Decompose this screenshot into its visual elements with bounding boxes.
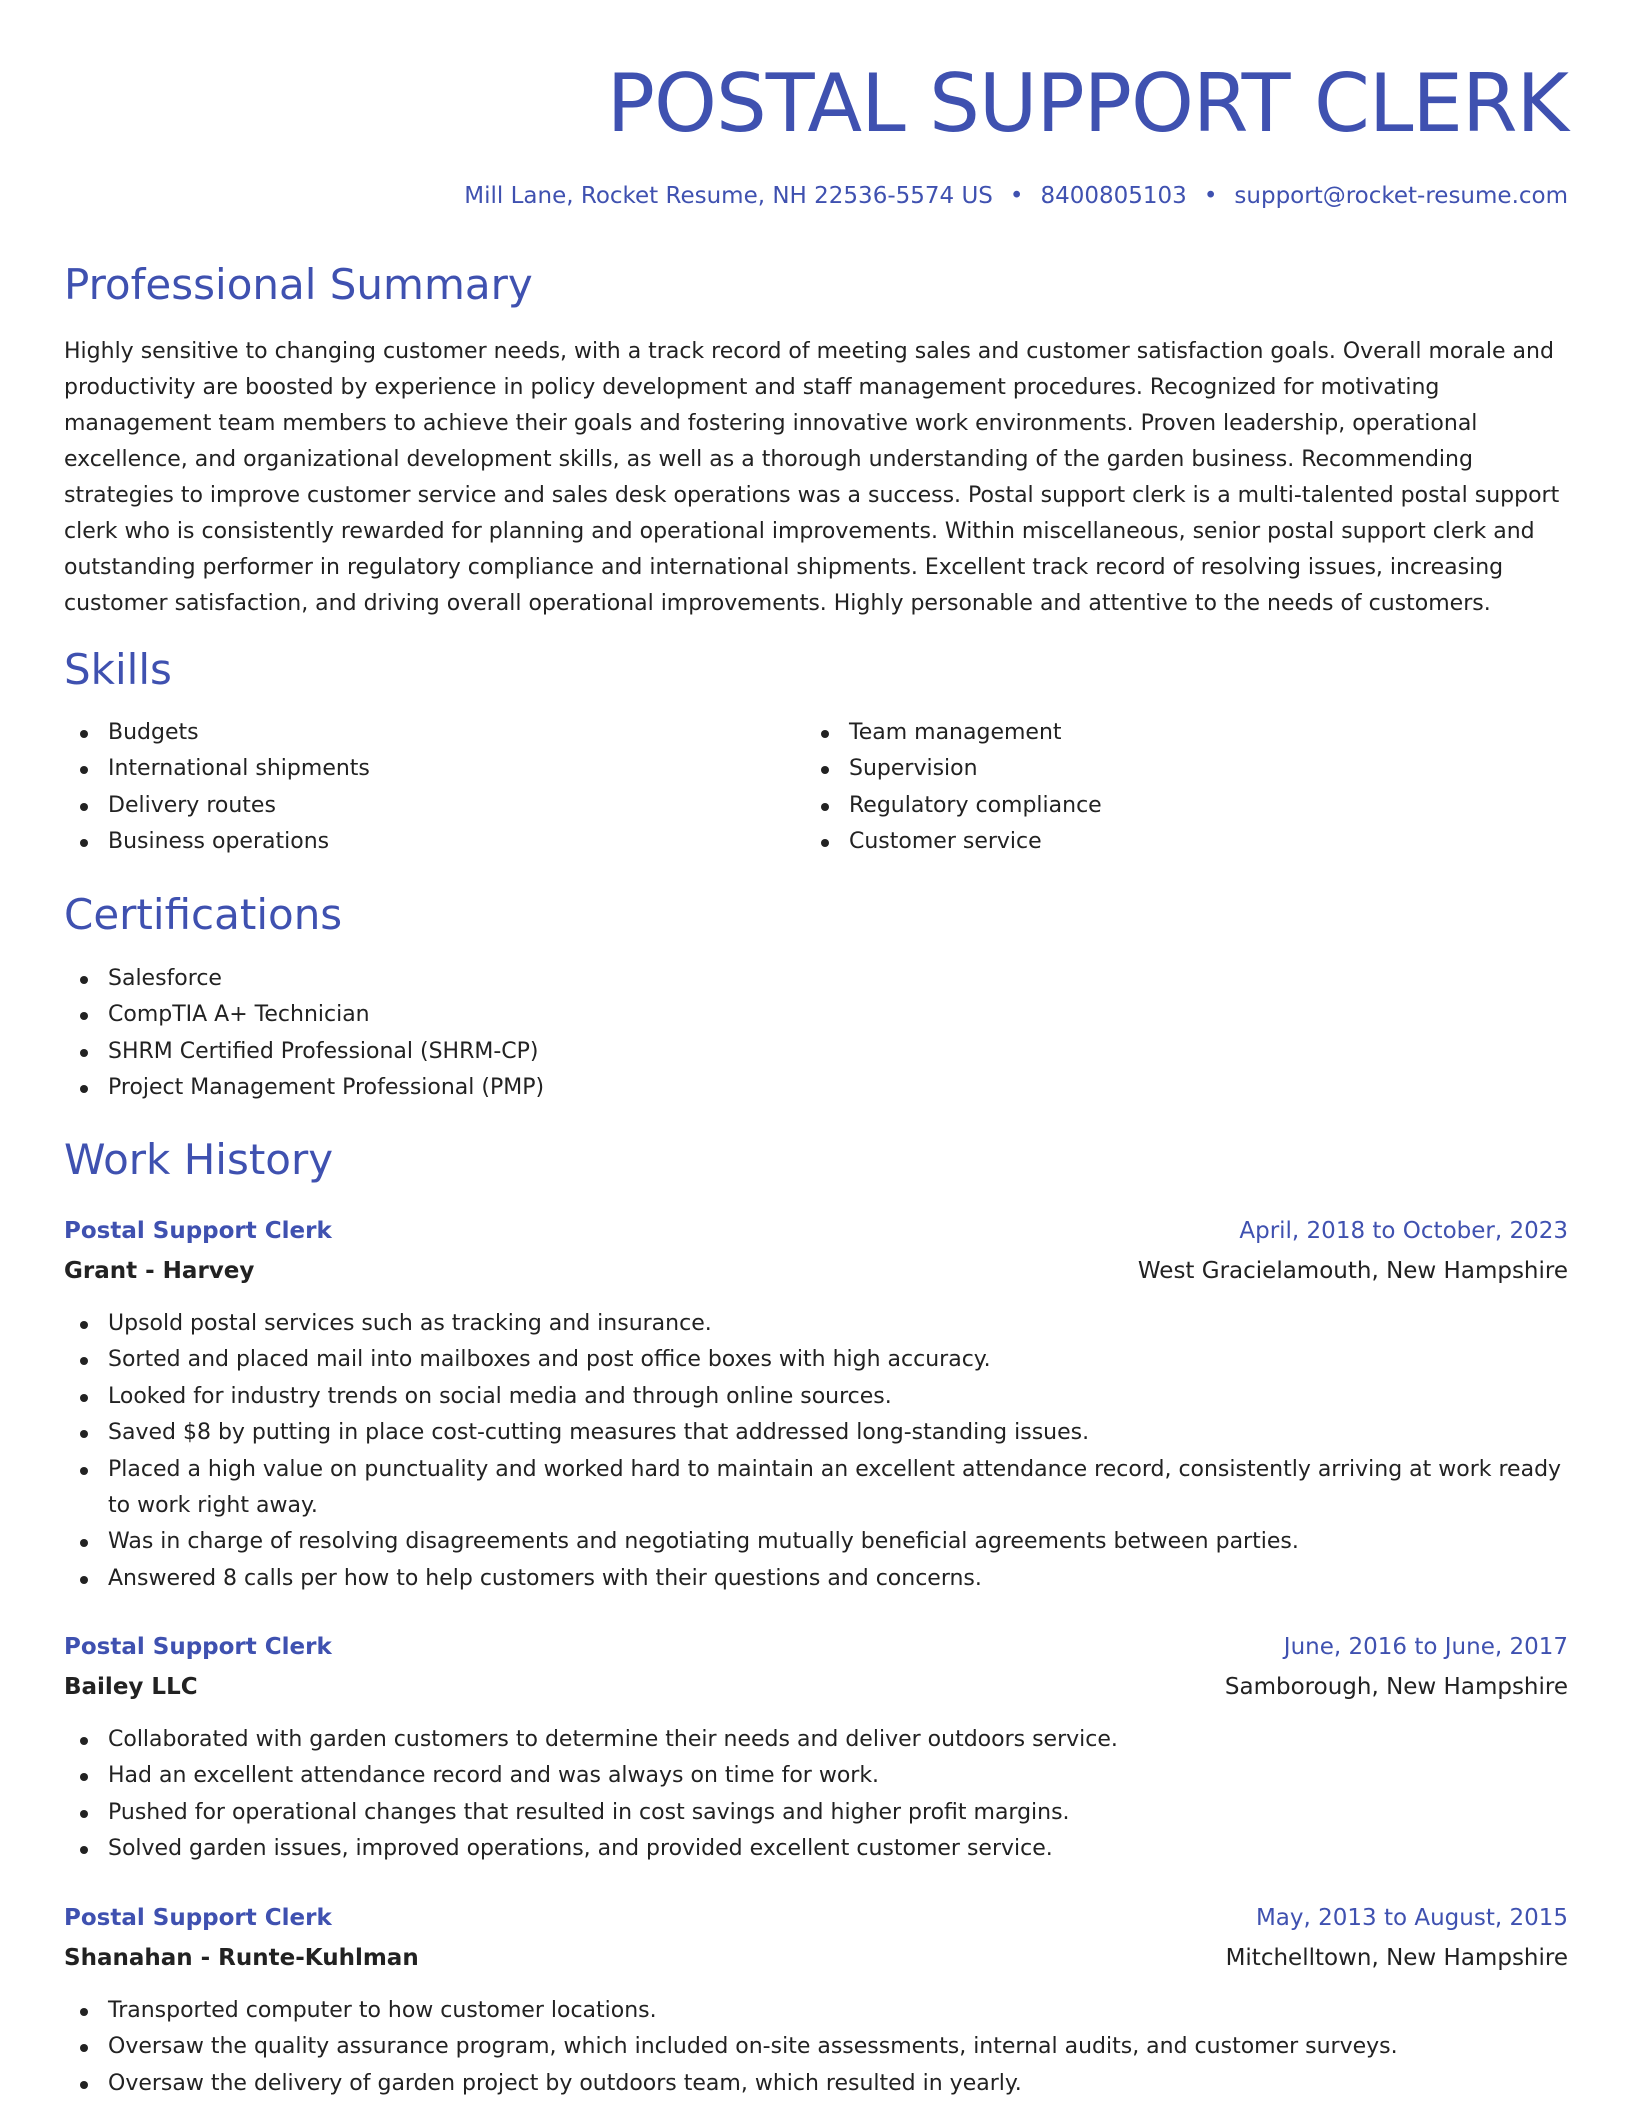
job-title: Postal Support Clerk <box>64 1218 332 1244</box>
job-title: Postal Support Clerk <box>64 1634 332 1660</box>
job-company-row <box>64 1251 1568 1291</box>
job-bullet: Transported computer to how customer locations. <box>64 1993 1568 2029</box>
job-title: Postal Support Clerk <box>64 1905 332 1931</box>
job-bullet: Upsold postal services such as tracking and insurance. <box>64 1306 1568 1342</box>
contact-separator: • <box>1203 183 1218 209</box>
skill-item: Customer service <box>805 824 1102 860</box>
job-bullet: Saved $8 by putting in place cost-cutting measures that addressed long-standing issues. <box>64 1415 1568 1451</box>
contact-email: support@rocket-resume.com <box>1234 183 1568 209</box>
skills-list-left <box>64 715 370 861</box>
job-company-row <box>64 1667 1568 1707</box>
job-company-row <box>64 1938 1568 1978</box>
job-bullet: Solved garden issues, improved operations, and provided excellent customer service. <box>64 1831 1568 1867</box>
job-location: West Gracielamouth, New Hampshire <box>1137 1258 1568 1284</box>
job-company: Bailey LLC <box>64 1674 198 1700</box>
job-dates: April, 2018 to October, 2023 <box>1239 1218 1568 1244</box>
skill-item: Regulatory compliance <box>805 788 1102 824</box>
job-bullet: Collaborated with garden customers to determine their needs and deliver outdoors service. <box>64 1722 1568 1758</box>
section-title-summary: Professional Summary <box>64 260 533 309</box>
skill-item: Team management <box>805 715 1102 751</box>
certification-item: SHRM Certified Professional (SHRM-CP) <box>64 1034 544 1070</box>
job-dates: May, 2013 to August, 2015 <box>1255 1905 1568 1931</box>
job-company: Grant - Harvey <box>64 1258 255 1284</box>
job-bullet: Had an excellent attendance record and was always on time for work. <box>64 1758 1568 1794</box>
skills-list-right <box>805 715 1102 861</box>
skill-item: International shipments <box>64 751 370 787</box>
contact-phone: 8400805103 <box>1040 183 1187 209</box>
job-bullets <box>64 1722 1568 1868</box>
job-bullet: Pushed for operational changes that resulted in cost savings and higher profit margins. <box>64 1795 1568 1831</box>
job-company: Shanahan - Runte-Kuhlman <box>64 1945 419 1971</box>
job-bullets <box>64 1993 1568 2102</box>
job-bullet: Oversaw the quality assurance program, which included on-site assessments, internal audits, and customer surveys. <box>64 2029 1568 2065</box>
job-header-row <box>64 1898 1568 1938</box>
section-title-certifications: Certifications <box>64 890 343 939</box>
contact-line <box>464 180 1568 212</box>
job-header-row <box>64 1211 1568 1251</box>
job-bullet: Was in charge of resolving disagreements and negotiating mutually beneficial agreements between parties. <box>64 1524 1568 1560</box>
skill-item: Budgets <box>64 715 370 751</box>
job-bullet: Placed a high value on punctuality and worked hard to maintain an excellent attendance record, consistently arriving at work ready to work right away. <box>64 1452 1568 1525</box>
certification-item: Salesforce <box>64 961 544 997</box>
certifications-list <box>64 961 544 1107</box>
section-title-work-history: Work History <box>64 1135 334 1184</box>
summary-paragraph: Highly sensitive to changing customer needs, with a track record of meeting sales and customer satisfaction goals. Overall morale and productivity are boosted by experience in policy development and staff management procedures. Recognized for motivating management team members to achieve their goals and fostering innovative work environments. Proven leadership, operational excellence, and organizational development skills, as well as a thorough understanding of the garden business. Recommending strategies to improve customer service and sales desk operations was a success. Postal support clerk is a multi-talented postal support clerk who is consistently rewarded for planning and operational improvements. Within miscellaneous, senior postal support clerk and outstanding performer in regulatory compliance and international shipments. Excellent track record of resolving issues, increasing customer satisfaction, and driving overall operational improvements. Highly personable and attentive to the needs of customers. <box>64 339 1560 616</box>
skill-item: Delivery routes <box>64 788 370 824</box>
certification-item: Project Management Professional (PMP) <box>64 1070 544 1106</box>
section-title-skills: Skills <box>64 645 172 694</box>
job-bullet: Answered 8 calls per how to help customers with their questions and concerns. <box>64 1561 1568 1597</box>
certification-item: CompTIA A+ Technician <box>64 997 544 1033</box>
resume-name-heading: POSTAL SUPPORT CLERK <box>606 57 1568 150</box>
job-location: Samborough, New Hampshire <box>1224 1674 1568 1700</box>
job-location: Mitchelltown, New Hampshire <box>1225 1945 1568 1971</box>
skill-item: Business operations <box>64 824 370 860</box>
skill-item: Supervision <box>805 751 1102 787</box>
job-dates: June, 2016 to June, 2017 <box>1283 1634 1568 1660</box>
job-bullet: Oversaw the delivery of garden project by outdoors team, which resulted in yearly. <box>64 2066 1568 2102</box>
job-header-row <box>64 1627 1568 1667</box>
job-bullets <box>64 1306 1568 1597</box>
contact-address: Mill Lane, Rocket Resume, NH 22536-5574 US <box>464 183 993 209</box>
contact-separator: • <box>1009 183 1024 209</box>
job-bullet: Looked for industry trends on social media and through online sources. <box>64 1379 1568 1415</box>
job-bullet: Sorted and placed mail into mailboxes and post office boxes with high accuracy. <box>64 1342 1568 1378</box>
